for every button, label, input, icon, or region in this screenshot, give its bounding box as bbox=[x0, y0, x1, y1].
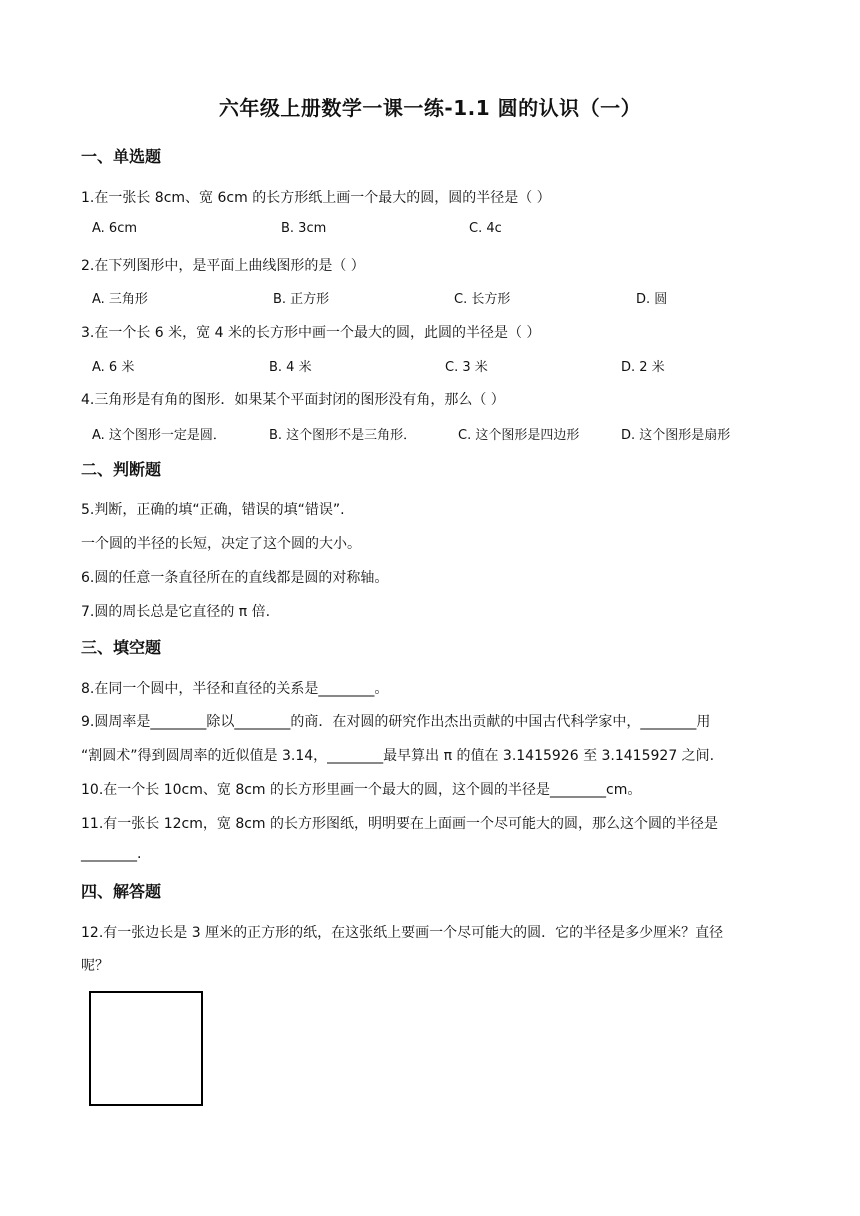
question-1-stem: 1.在一张长 8cm、宽 6cm 的长方形纸上画一个最大的圆，圆的半径是（ ） bbox=[81, 190, 551, 206]
question-3-option-c: C. 3 米 bbox=[445, 360, 488, 375]
square-paper-figure bbox=[89, 991, 203, 1106]
question-12-line-2: 呢？ bbox=[81, 958, 109, 974]
question-5-statement: 一个圆的半径的长短，决定了这个圆的大小。 bbox=[81, 536, 361, 552]
question-2-option-a: A. 三角形 bbox=[92, 292, 148, 307]
question-9-line-2: “割圆术”得到圆周率的近似值是 3.14，________最早算出 π 的值在 3.1415926 至 3.1415927 之间. bbox=[81, 748, 715, 764]
question-6-stem: 6.圆的任意一条直径所在的直线都是圆的对称轴。 bbox=[81, 570, 389, 586]
question-3-option-d: D. 2 米 bbox=[621, 360, 665, 375]
question-12-line-1: 12.有一张边长是 3 厘米的正方形的纸，在这张纸上要画一个尽可能大的圆．它的半径是多少厘米？直径 bbox=[81, 925, 724, 941]
section-heading-true-false: 二、判断题 bbox=[81, 460, 162, 479]
question-11-line-2: ________. bbox=[81, 846, 142, 862]
question-2-stem: 2.在下列图形中，是平面上曲线图形的是（ ） bbox=[81, 258, 365, 274]
question-4-option-c: C. 这个图形是四边形 bbox=[458, 428, 580, 443]
question-3-option-b: B. 4 米 bbox=[269, 360, 312, 375]
question-1-option-c: C. 4c bbox=[469, 221, 502, 236]
question-3-stem: 3.在一个长 6 米，宽 4 米的长方形中画一个最大的圆，此圆的半径是（ ） bbox=[81, 325, 541, 341]
question-8-stem: 8.在同一个圆中，半径和直径的关系是________。 bbox=[81, 681, 389, 697]
question-2-option-d: D. 圆 bbox=[636, 292, 668, 307]
question-4-stem: 4.三角形是有角的图形．如果某个平面封闭的图形没有角，那么（ ） bbox=[81, 392, 505, 408]
question-1-option-b: B. 3cm bbox=[281, 221, 327, 236]
question-4-option-d: D. 这个图形是扇形 bbox=[621, 428, 731, 443]
question-3-option-a: A. 6 米 bbox=[92, 360, 135, 375]
question-2-option-b: B. 正方形 bbox=[273, 292, 330, 307]
section-heading-fill-blank: 三、填空题 bbox=[81, 638, 162, 657]
section-heading-answer: 四、解答题 bbox=[81, 882, 162, 901]
question-2-option-c: C. 长方形 bbox=[454, 292, 511, 307]
question-1-option-a: A. 6cm bbox=[92, 221, 138, 236]
question-9-line-1: 9.圆周率是________除以________的商．在对圆的研究作出杰出贡献的中国古代科学家中，________用 bbox=[81, 714, 711, 730]
question-10-stem: 10.在一个长 10cm、宽 8cm 的长方形里画一个最大的圆，这个圆的半径是________cm。 bbox=[81, 782, 642, 798]
question-11-line-1: 11.有一张长 12cm，宽 8cm 的长方形图纸，明明要在上面画一个尽可能大的圆，那么这个圆的半径是 bbox=[81, 816, 719, 832]
question-4-option-b: B. 这个图形不是三角形． bbox=[269, 428, 417, 443]
question-7-stem: 7.圆的周长总是它直径的 π 倍. bbox=[81, 604, 271, 620]
question-5-stem: 5.判断，正确的填“正确，错误的填“错误”. bbox=[81, 502, 345, 518]
page-title: 六年级上册数学一课一练-1.1 圆的认识（一） bbox=[218, 96, 642, 120]
section-heading-single-choice: 一、单选题 bbox=[81, 147, 162, 166]
question-4-option-a: A. 这个图形一定是圆． bbox=[92, 428, 226, 443]
